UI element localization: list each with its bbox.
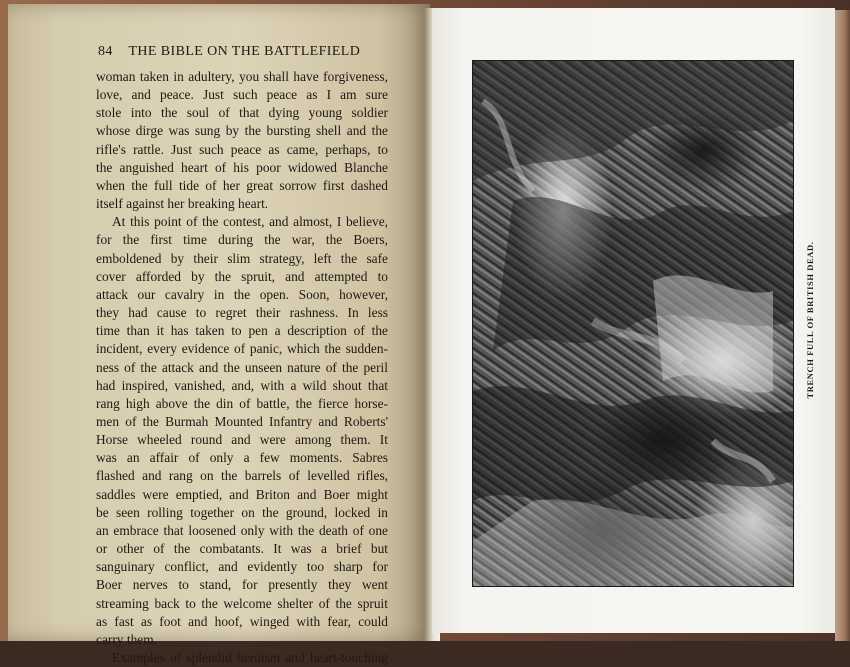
text-line: rifle's rattle. Just such peace as came, perhaps, to: [96, 141, 388, 157]
text-line: attack our cavalry in the open. Soon, however,: [96, 286, 388, 302]
text-line: saddles were emptied, and Briton and Boer might: [96, 486, 388, 502]
text-line: for the first time during the war, the Boers,: [96, 232, 388, 248]
text-line: ness of the attack and the unseen nature of the peril: [96, 359, 388, 375]
text-line: At this point of the contest, and almost, I believe,: [112, 214, 388, 230]
text-line: stole into the soul of that dying young soldier: [96, 105, 388, 121]
text-line: rang high above the din of battle, the fierce horse-: [96, 395, 388, 411]
running-head: [98, 44, 360, 60]
text-line: woman taken in adultery, you shall have forgiveness,: [96, 69, 388, 84]
text-line: sanguinary conflict, and evidently too sharp for: [96, 559, 388, 575]
text-line: be seen rolling together on the ground, locked in: [96, 504, 388, 520]
text-line: emboldened by their slim strategy, left the safe: [96, 250, 388, 266]
text-line: flashed and rang on the barrels of levelled rifles,: [96, 468, 388, 484]
book-right-edge: [835, 10, 850, 641]
text-line: itself against her breaking heart.: [96, 196, 269, 212]
text-line: incident, every evidence of panic, which the sudden-: [96, 341, 388, 357]
text-line: streaming back to the welcome shelter of the spruit: [96, 595, 388, 611]
text-line: whose dirge was sung by the bursting shell and the: [96, 123, 388, 139]
text-line: Boer nerves to stand, for presently they went: [96, 577, 388, 593]
text-line: they had cause to regret their rashness. In less: [96, 305, 388, 321]
text-line: cover afforded by the spruit, and attempted to: [96, 268, 388, 284]
text-line: the anguished heart of his poor widowed Blanche: [96, 159, 388, 175]
text-line: had inspired, vanished, and, with a wild shout that: [96, 377, 388, 393]
text-line: an embrace that loosened only with the death of one: [96, 522, 388, 538]
running-head-title: THE BIBLE ON THE BATTLEFIELD: [128, 44, 361, 59]
text-line: men of the Burmah Mounted Infantry and Roberts': [96, 413, 388, 429]
text-line: Examples of splendid heroism and heart-touching: [112, 650, 388, 665]
text-line: carry them.: [96, 631, 157, 647]
text-line: as fast as foot and hoof, winged with fear, could: [96, 613, 388, 629]
text-line: or other of the combatants. It was a brief but: [96, 541, 388, 557]
body-text: [96, 68, 388, 667]
photo-caption: TRENCH FULL OF BRITISH DEAD.: [805, 241, 815, 399]
photo-texture: [473, 61, 793, 586]
page-number: 84: [98, 44, 113, 59]
text-line: Horse wheeled round and were among them. It: [96, 432, 388, 448]
text-line: was an affair of only a few moments. Sabres: [96, 450, 388, 466]
text-line: when the full tide of her great sorrow first dashed: [96, 177, 388, 193]
text-line: love, and peace. Just such peace as I am sure: [96, 87, 388, 103]
text-line: time than it has taken to pen a description of the: [96, 323, 388, 339]
battlefield-photograph: [472, 60, 794, 587]
